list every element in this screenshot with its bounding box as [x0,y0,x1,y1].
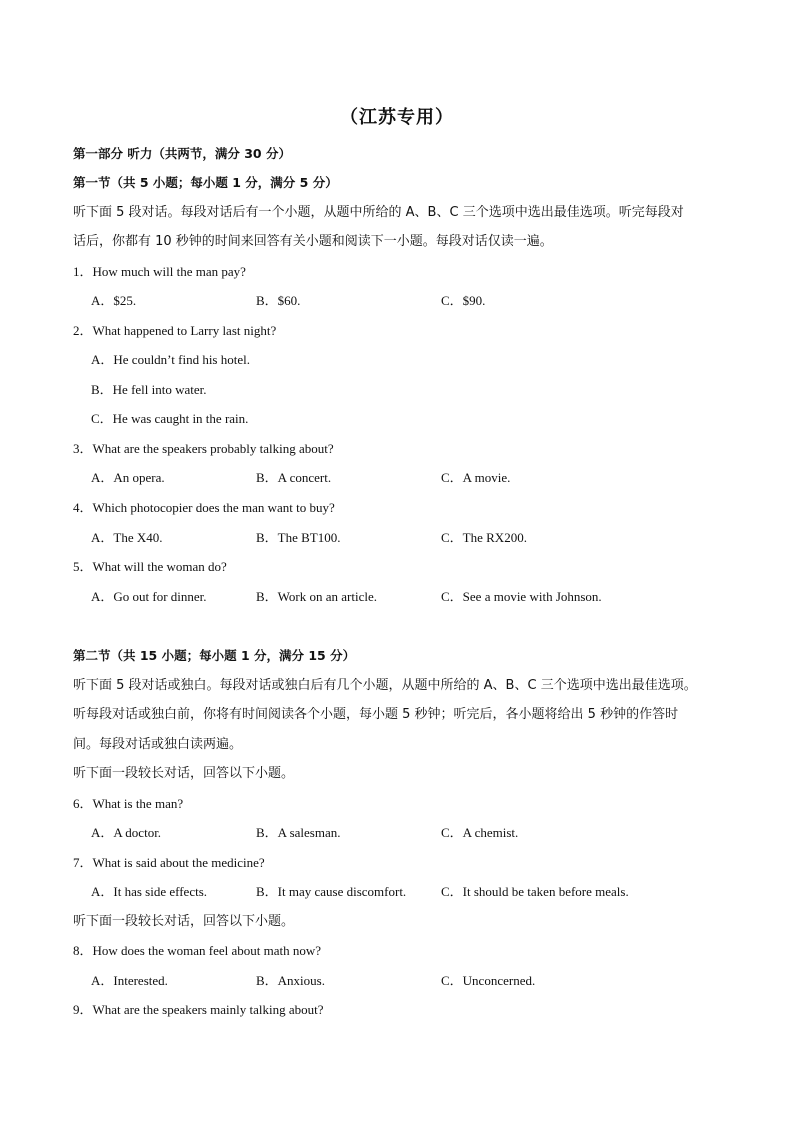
question-6-stem: 6．What is the man? [73,796,184,811]
question-8-stem: 8．How does the woman feel about math now? [73,943,322,958]
question-3-option-c[interactable]: C．A movie. [441,470,511,485]
question-1-option-c[interactable]: C．$90. [441,293,486,308]
question-7-option-b[interactable]: B．It may cause discomfort. [256,884,407,899]
question-5-option-b[interactable]: B．Work on an article. [256,589,377,604]
section2-prompt-b: 听下面一段较长对话，回答以下小题。 [73,914,295,929]
section1-instructions-line1: 听下面 5 段对话。每段对话后有一个小题，从题中所给的 A、B、C 三个选项中选出最佳选项。听完每段对 [73,205,684,220]
section2-prompt-a: 听下面一段较长对话，回答以下小题。 [73,766,295,781]
question-7-option-c[interactable]: C．It should be taken before meals. [441,884,629,899]
question-5-option-a[interactable]: A．Go out for dinner. [91,589,207,604]
question-4-option-a[interactable]: A．The X40. [91,530,163,545]
question-8-option-c[interactable]: C．Unconcerned. [441,973,536,988]
question-4-option-c[interactable]: C．The RX200. [441,530,527,545]
question-2-option-c[interactable]: C．He was caught in the rain. [91,411,249,426]
section1-heading: 第一节（共 5 小题；每小题 1 分，满分 5 分） [73,175,338,190]
page-title: （江苏专用） [340,107,454,128]
question-3-option-a[interactable]: A．An opera. [91,470,165,485]
question-2-stem: 2．What happened to Larry last night? [73,323,277,338]
question-3-stem: 3．What are the speakers probably talking about? [73,441,334,456]
question-3-option-b[interactable]: B．A concert. [256,470,332,485]
question-7-option-a[interactable]: A．It has side effects. [91,884,208,899]
question-1-option-b[interactable]: B．$60. [256,293,301,308]
question-6-option-b[interactable]: B．A salesman. [256,825,341,840]
section1-instructions-line2: 话后，你都有 10 秒钟的时间来回答有关小题和阅读下一小题。每段对话仅读一遍。 [73,234,553,249]
question-6-option-c[interactable]: C．A chemist. [441,825,519,840]
question-2-option-b[interactable]: B．He fell into water. [91,382,207,397]
question-9-stem: 9．What are the speakers mainly talking about? [73,1002,324,1017]
question-1-stem: 1．How much will the man pay? [73,264,246,279]
question-8-option-b[interactable]: B．Anxious. [256,973,325,988]
question-8-option-a[interactable]: A．Interested. [91,973,168,988]
section2-heading: 第二节（共 15 小题；每小题 1 分，满分 15 分） [73,648,356,663]
section2-instructions-line1: 听下面 5 段对话或独白。每段对话或独白后有几个小题，从题中所给的 A、B、C 三个选项中选出最佳选项。 [73,678,697,693]
question-6-option-a[interactable]: A．A doctor. [91,825,162,840]
question-5-stem: 5．What will the woman do? [73,559,227,574]
part1-heading: 第一部分 听力（共两节，满分 30 分） [73,146,291,161]
question-1-option-a[interactable]: A．$25. [91,293,137,308]
question-4-option-b[interactable]: B．The BT100. [256,530,341,545]
question-5-option-c[interactable]: C．See a movie with Johnson. [441,589,602,604]
question-4-stem: 4．Which photocopier does the man want to buy? [73,500,335,515]
question-7-stem: 7．What is said about the medicine? [73,855,265,870]
question-2-option-a[interactable]: A．He couldn’t find his hotel. [91,352,250,367]
section2-instructions-line3: 间。每段对话或独白读两遍。 [73,737,243,752]
section2-instructions-line2: 听每段对话或独白前，你将有时间阅读各个小题，每小题 5 秒钟；听完后，各小题将给出 5 秒钟的作答时 [73,707,679,722]
